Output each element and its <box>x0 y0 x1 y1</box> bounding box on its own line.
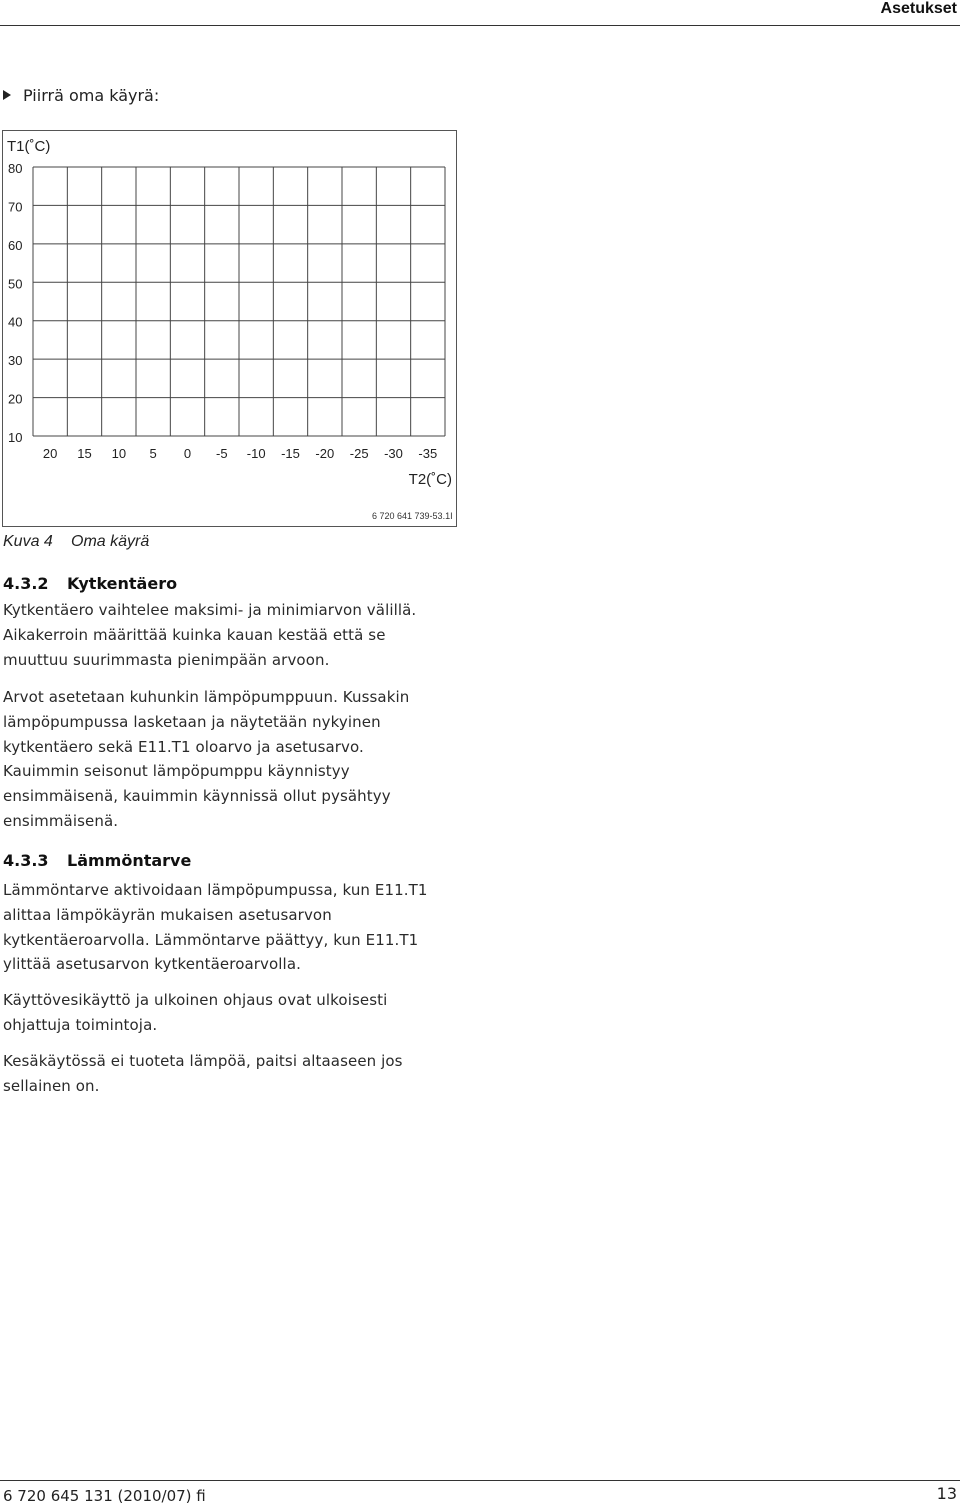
paragraph <box>3 988 453 1038</box>
page-number: 13 <box>936 1484 957 1503</box>
text-line: ensimmäisenä, kauimmin käynnissä ollut pysähtyy <box>3 787 391 806</box>
x-tick-label: -15 <box>281 446 300 461</box>
section-heading-lammontarve <box>3 851 191 870</box>
y-tick-label: 10 <box>8 430 23 445</box>
section-number: 4.3.3 <box>3 851 49 870</box>
instruction-text: Piirrä oma käyrä: <box>23 86 160 105</box>
x-tick-label: 10 <box>111 446 127 461</box>
text-line: Lämmöntarve aktivoidaan lämpöpumpussa, kun E11.T1 <box>3 881 428 899</box>
text-line: muuttuu suurimmasta pienimpään arvoon. <box>3 650 330 669</box>
triangle-bullet-icon <box>3 90 11 100</box>
temperature-curve-chart <box>2 130 458 526</box>
text-line: lämpöpumpussa lasketaan ja näytetään nykyinen <box>3 712 381 731</box>
x-tick-label: 0 <box>183 446 192 461</box>
y-axis-label: T1(˚C) <box>7 138 51 155</box>
instruction-line <box>3 86 159 105</box>
text-line: Aikakerroin määrittää kuinka kauan kestää että se <box>3 625 386 644</box>
section-heading-kytkentaero <box>3 574 177 593</box>
y-tick-label: 80 <box>8 161 23 176</box>
caption-text: Oma käyrä <box>71 533 150 550</box>
caption-label: Kuva 4 <box>3 533 53 550</box>
x-tick-label: -5 <box>216 446 228 461</box>
text-line: Arvot asetetaan kuhunkin lämpöpumppuun. Kussakin <box>3 688 410 706</box>
paragraph <box>3 878 453 977</box>
header-divider <box>0 25 960 26</box>
section-title: Kytkentäero <box>67 574 178 593</box>
figure-code: 6 720 641 739-53.1I <box>372 511 453 521</box>
text-line: ensimmäisenä. <box>3 811 119 830</box>
x-tick-label: 20 <box>42 446 58 461</box>
text-line: Käyttövesikäyttö ja ulkoinen ohjaus ovat ulkoisesti <box>3 991 388 1009</box>
page-header-title: Asetukset <box>880 0 957 17</box>
paragraph <box>3 598 453 672</box>
document-id: 6 720 645 131 (2010/07) fi <box>3 1487 206 1505</box>
x-axis-label: T2(˚C) <box>408 471 452 488</box>
section-number: 4.3.2 <box>3 574 49 593</box>
footer-divider <box>0 1480 960 1481</box>
text-line: Kesäkäytössä ei tuoteta lämpöä, paitsi altaaseen jos <box>3 1052 403 1070</box>
y-tick-label: 20 <box>8 391 23 407</box>
x-tick-label: 5 <box>149 446 157 461</box>
text-line: kytkentäero sekä E11.T1 oloarvo ja asetusarvo. <box>3 737 364 756</box>
y-tick-label: 40 <box>8 314 23 330</box>
text-line: kytkentäeroarvolla. Lämmöntarve päättyy, kun E11.T1 <box>3 930 419 949</box>
y-tick-label: 60 <box>8 237 23 253</box>
section-title: Lämmöntarve <box>67 851 192 870</box>
y-tick-label: 70 <box>8 199 23 215</box>
paragraph <box>3 685 453 834</box>
x-tick-label: -30 <box>384 446 403 461</box>
paragraph <box>3 1049 453 1099</box>
text-line: alittaa lämpökäyrän mukaisen asetusarvon <box>3 905 332 924</box>
y-tick-label: 50 <box>8 276 23 292</box>
text-line: ohjattuja toimintoja. <box>3 1015 158 1034</box>
x-tick-label: -25 <box>349 446 369 461</box>
figure-caption <box>3 533 149 551</box>
text-line: ylittää asetusarvon kytkentäeroarvolla. <box>3 955 301 974</box>
text-line: sellainen on. <box>3 1076 100 1095</box>
x-tick-label: -10 <box>246 446 266 461</box>
text-line: Kytkentäero vaihtelee maksimi- ja minimiarvon välillä. <box>3 601 417 619</box>
x-tick-label: -35 <box>418 446 438 461</box>
text-line: Kauimmin seisonut lämpöpumppu käynnistyy <box>3 762 350 781</box>
y-tick-label: 30 <box>8 353 23 369</box>
x-tick-label: -20 <box>315 446 335 461</box>
x-tick-label: 15 <box>77 446 92 461</box>
